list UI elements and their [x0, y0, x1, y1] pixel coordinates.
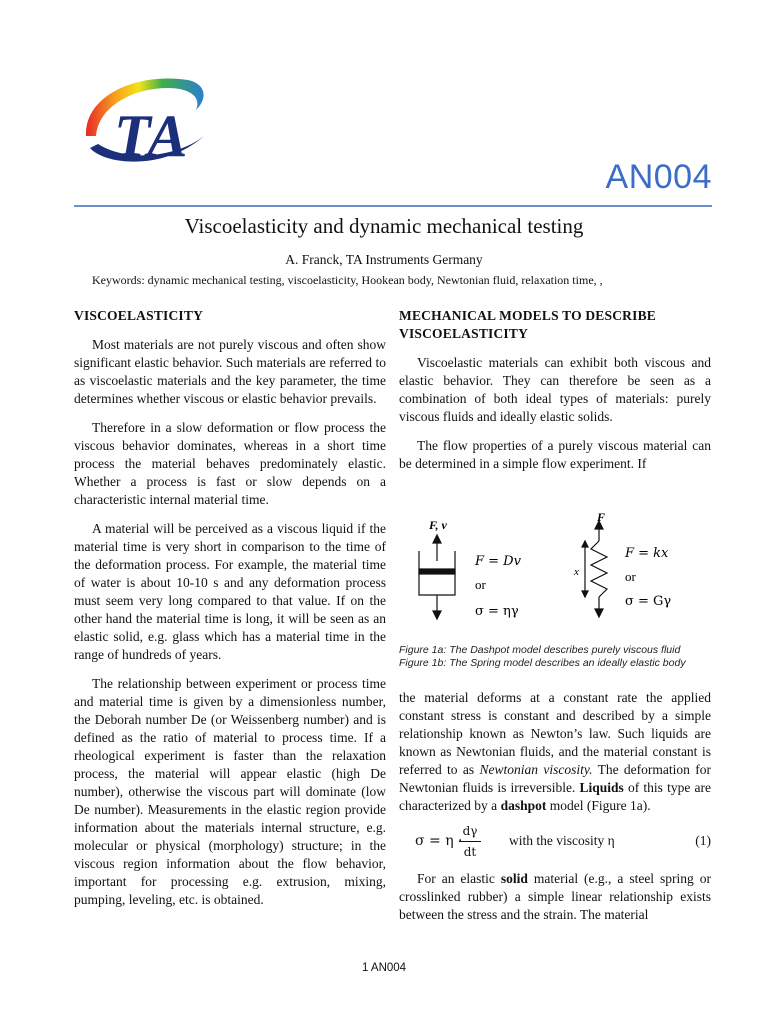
equation-fraction: [459, 822, 481, 861]
left-column: [74, 307, 386, 920]
models-diagram: [399, 511, 711, 641]
paragraph: Viscoelastic materials can exhibit both viscous and elastic behavior. They can therefore be seen as a combination of both ideal types of materials: purely viscous fluids and ideally elastic solids.: [399, 355, 711, 424]
spring-x-label: x: [574, 566, 579, 578]
paragraph: A material will be perceived as a viscous liquid if the material time is very short in comparison to the time of the deformation process. For example, the material time of water is about 10-10 s and any deformation process must seem very long compared to that value. If on the other hand the material time is long, it will be seen as an elastic solid, e.g. glass which has a material time in the range of hundreds of years.: [74, 521, 386, 662]
equation-1: [399, 826, 711, 862]
spring-stress-equation: σ = Gγ: [625, 594, 672, 609]
ta-logo: [76, 66, 216, 174]
dashpot-force-label: F, v: [429, 518, 447, 532]
spring-or: or: [625, 569, 636, 584]
paragraph: The relationship between experiment or process time and material time is given by a dimensionless number, the Deborah number De (or Weissenberg number) and is defined as the ratio of material to process time. If a rheological experiment is faster than the relaxation process, the material will appear elastic (high De number), otherwise the viscous part will dominate (low De number). Measurements in the elastic region provide information about the materials internal structure, e.g. molecular or physical (morphology) structure; in the viscous region information about the flow behavior, important for processing e.g. extrusion, mixing, pumping, leveling, etc. is obtained.: [74, 676, 386, 907]
paragraph: Therefore in a slow deformation or flow process the viscous behavior dominates, whereas in a short time process the material behaves predominately elastic. Whether a process is fast or slow depends on a characteristic internal material time.: [74, 420, 386, 507]
dashpot-or: or: [475, 577, 486, 592]
paragraph: the material deforms at a constant rate the applied constant stress is constant and described by a simple relationship known as Newton’s law. Such liquids are known as Newtonian fluids, and the material constant is referred to as Newtonian viscosity. The deformation for Newtonian fluids is irreversible. Liquids of this type are characterized by a dashpot model (Figure 1a).: [399, 690, 711, 813]
fraction-denominator: dt: [463, 845, 477, 859]
dashpot-stress-equation: σ = ηγ: [475, 604, 519, 619]
spring-equation: F = kx: [625, 546, 669, 561]
paper-title: Viscoelasticity and dynamic mechanical testing: [184, 214, 584, 238]
paragraph: The flow properties of a purely viscous material can be determined in a simple flow experiment. If: [399, 438, 711, 471]
fraction-numerator: dγ: [459, 822, 481, 842]
dashpot-diagram: [419, 535, 455, 619]
figure-caption-1a: Figure 1a: The Dashpot model describes purely viscous fluid: [399, 644, 681, 656]
paragraph: For an elastic solid material (e.g., a steel spring or crosslinked rubber) a simple linear relationship exists between the stress and the strain. The material: [399, 871, 711, 922]
right-column: [399, 307, 711, 935]
figure-1-models: [399, 511, 711, 641]
section-heading-viscoelasticity: VISCOELASTICITY: [74, 308, 204, 323]
dashpot-equation: F = Dv: [475, 554, 521, 569]
author-line: A. Franck, TA Instruments Germany: [285, 252, 483, 267]
paragraph: Most materials are not purely viscous and often show significant elastic behavior. Such materials are referred to as viscoelastic materials and the key parameter, the time determines whether viscous or elastic behavior prevails.: [74, 337, 386, 406]
logo-text: TA: [114, 103, 188, 169]
section-heading-mechanical-models: MECHANICAL MODELS TO DESCRIBE VISCOELASTICITY: [399, 308, 656, 341]
figure-caption-1b: Figure 1b: The Spring model describes an ideally elastic body: [399, 656, 686, 669]
equation-number: (1): [695, 833, 711, 848]
page-footer: 1 AN004: [361, 962, 407, 974]
equation-lhs: σ = η ·: [415, 833, 463, 849]
equation-text: with the viscosity η: [509, 833, 615, 848]
document-id: AN004: [605, 158, 712, 196]
keywords-line: Keywords: dynamic mechanical testing, viscoelasticity, Hookean body, Newtonian fluid, relaxation time, ,: [92, 273, 603, 287]
header-rule: [74, 205, 712, 207]
spring-force-label: F: [597, 511, 606, 524]
spring-diagram: [582, 521, 607, 617]
